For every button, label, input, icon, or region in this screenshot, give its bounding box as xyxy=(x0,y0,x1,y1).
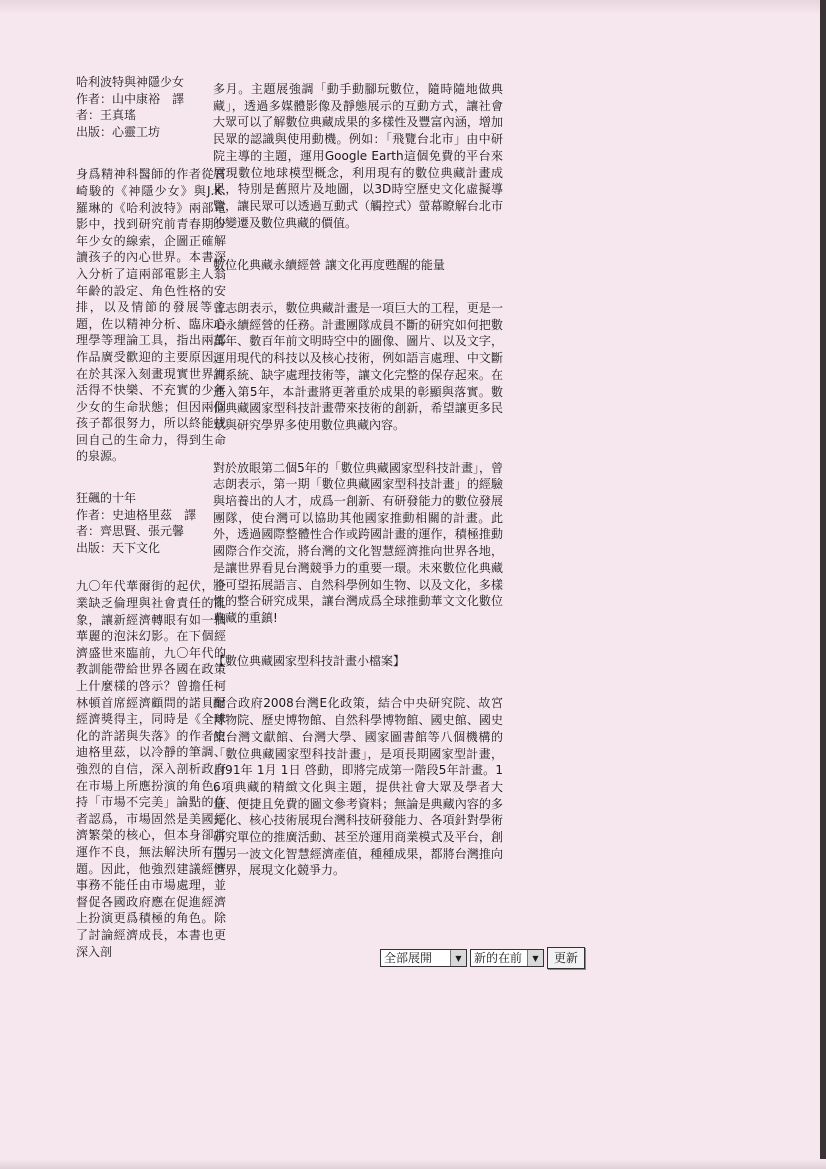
order-select[interactable] xyxy=(470,949,544,967)
update-button[interactable]: 更新 xyxy=(547,947,585,969)
book-review-roaring-nineties xyxy=(76,490,226,960)
book-summary: 身爲精神科醫師的作者從宮崎駿的《神隱少女》與J.K.羅琳的《哈利波特》兩部電影中，找到研究前青春期少年少女的線索，企圖正確解讀孩子的內心世界。本書深入分析了這兩部電影主人翁年齡的設定、角色性格的安排，以及情節的發展等主題，佐以精神分析、臨床心理學等理論工具，指出兩部作品廣受歡迎的主要原因，在於其深入刻畫現實世界裡活得不快樂、不充實的少年少女的生命狀態；但因兩個孩子都很努力，所以終能找回自己的生命力，得到生命的泉源。 xyxy=(76,167,226,464)
article-paragraph: 配合政府2008台灣E化政策，結合中央研究院、故宮博物院、歷史博物館、自然科學博物館、國史館、國史館台灣文獻館、台灣大學、國家圖書館等八個機構的「數位典藏國家型科技計畫」，是項長期國家型計畫，自91年 1月 1日 啓動，即將完成第一階段5年計畫。16項典藏的精緻文化與主題，提供社會大眾及學者大量、便捷且免費的圖文參考資料；無論是典藏內容的多元化、核心技術展現台灣科技研發能力、各項針對學術研究單位的推廣活動、甚至於運用商業模式及平台，創造另一波文化智慧經濟產值，種種成果，都將台灣推向世界，展現文化競爭力。 xyxy=(213,696,503,878)
book-summary: 九〇年代華爾街的起伏，企業缺乏倫理與社會責任的亂象，讓新經濟轉眼有如一個華麗的泡沫幻影。在下個經濟盛世來臨前，九〇年代的教訓能帶給世界各國在政策上什麼樣的啓示？曾擔任柯林頓首席經濟顧問的諾貝爾經濟獎得主，同時是《全球化的許諾與失落》的作者史迪格里茲，以冷靜的筆調、強烈的自信，深入剖析政府在市場上所應扮演的角色。持「市場不完美」論點的作者認爲，市場固然是美國經濟繁榮的核心，但本身卻常運作不良，無法解決所有問題。因此，他強烈建議經濟事務不能任由市場處理，並督促各國政府應在促進經濟上扮演更爲積極的角色。除了討論經濟成長，本書也更深入剖 xyxy=(76,579,226,959)
book-meta xyxy=(76,490,226,556)
book-author: 作者：史迪格里茲 譯 xyxy=(76,507,197,522)
page-edge-bottom xyxy=(0,1159,826,1169)
expand-select[interactable] xyxy=(380,949,467,967)
book-author: 作者：山中康裕 譯 xyxy=(76,91,185,106)
chevron-down-icon[interactable]: ▼ xyxy=(450,950,466,966)
article-subheading: 數位化典藏永續經營 讓文化再度甦醒的能量 xyxy=(213,258,445,273)
page-edge-right xyxy=(820,0,826,1169)
book-translator: 者：齊思賢、張元馨 xyxy=(76,524,185,539)
comment-controls xyxy=(380,947,585,969)
expand-select-value: 全部展開 xyxy=(384,951,433,965)
book-translator: 者：王真瑤 xyxy=(76,108,137,123)
article-paragraph: 曾志朗表示，數位典藏計畫是一項巨大的工程，更是一項永續經營的任務。計畫團隊成員不斷的研究如何把數萬年、數百年前文明時空中的圖像、圖片、以及文字，運用現代的科技以及核心技術，例如語言處理、中文斷詞系統、缺字處理技術等，讓文化完整的保存起來。在邁入第5年，本計畫將更著重於成果的彰顯與落實。數位典藏國家型科技計畫帶來技術的創新，希望讓更多民眾與研究學界多使用數位典藏內容。 xyxy=(213,301,503,432)
book-publisher: 出版：心靈工坊 xyxy=(76,124,161,139)
page-edge-top xyxy=(0,0,826,14)
book-publisher: 出版：天下文化 xyxy=(76,540,161,555)
book-meta xyxy=(76,74,226,140)
book-title: 狂飆的十年 xyxy=(76,491,137,506)
fact-sheet-title: 【數位典藏國家型科技計畫小檔案】 xyxy=(213,653,406,668)
chevron-down-icon[interactable]: ▼ xyxy=(527,950,543,966)
order-select-value: 新的在前 xyxy=(474,951,523,965)
book-review-harry-potter xyxy=(76,74,226,465)
article-paragraph: 對於放眼第二個5年的「數位典藏國家型科技計畫」，曾志朗表示，第一期「數位典藏國家型科技計畫」的經驗與培養出的人才，成爲一創新、有研發能力的數位發展團隊，使台灣可以協助其他國家推動相關的計畫。此外，透過國際整體性合作或跨國計畫的運作，積極推動國際合作交流，將台灣的文化智慧經濟推向世界各地，是讓世界看見台灣競爭力的重要一環。未來數位化典藏將可望拓展語言、自然科學例如生物、以及文化，多樣性的整合研究成果，讓台灣成爲全球推動華文文化數位典藏的重鎮! xyxy=(213,460,503,625)
article-paragraph: 多月。主題展強調「動手動腳玩數位，隨時隨地做典藏」，透過多媒體影像及靜態展示的互動方式，讓社會大眾可以了解數位典藏成果的多樣性及豐富內涵，增加民眾的認識與使用動機。例如：「飛覽台北市」由中研院主導的主題，運用Google Earth這個免費的平台來展現數位地球模型概念，利用現有的數位典藏計畫成果，特別是舊照片及地圖，以3D時空歷史文化虛擬導覽，讓民眾可以透過互動式（觸控式）螢幕瞭解台北市的變遷及數位典藏的價值。 xyxy=(213,82,503,230)
article-column xyxy=(213,81,503,905)
book-title: 哈利波特與神隱少女 xyxy=(76,75,185,89)
book-review-column xyxy=(76,74,226,985)
